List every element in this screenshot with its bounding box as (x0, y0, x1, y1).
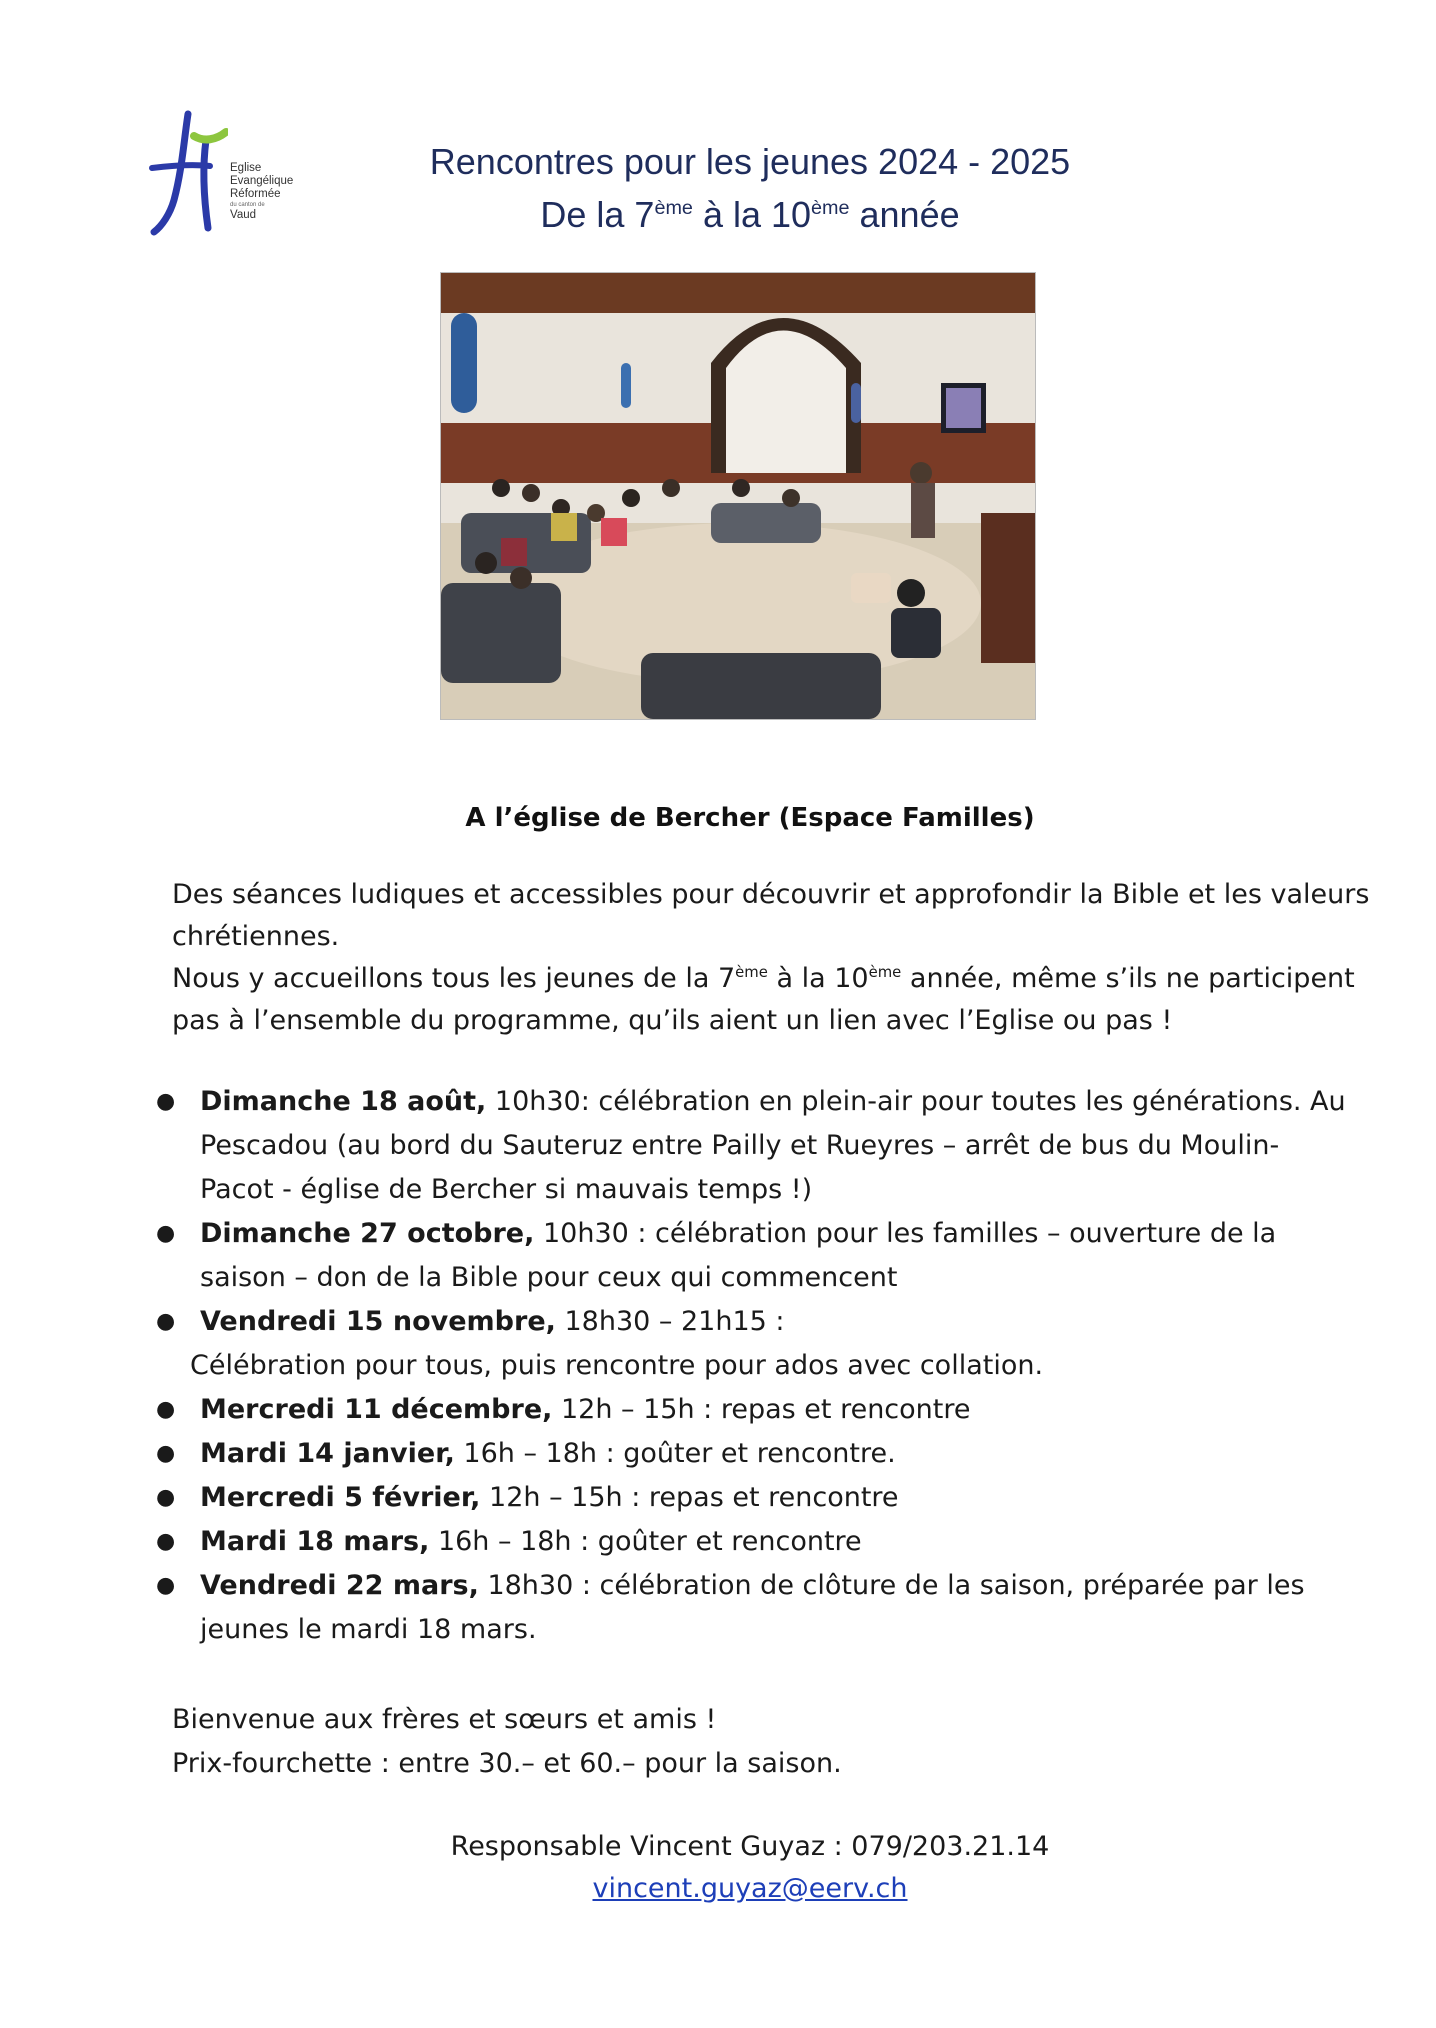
page-subtitle: De la 7ème à la 10ème année (540, 194, 960, 235)
list-item: ● Vendredi 22 mars, 18h30 : célébration de clôture de la saison, préparée par les jeunes le mardi 18 mars. (148, 1564, 1348, 1652)
chapel-photo (440, 272, 1036, 720)
list-item: ● Mercredi 5 février, 12h – 15h : repas et rencontre (148, 1476, 1348, 1520)
contact-block (300, 1826, 1200, 1910)
bullet-icon: ● (156, 1089, 176, 1114)
bullet-icon: ● (156, 1529, 176, 1554)
eerv-cross-icon (148, 110, 228, 240)
bullet-icon: ● (156, 1309, 176, 1334)
intro-text (172, 874, 1372, 1042)
page-title: Rencontres pour les jeunes 2024 - 2025 (429, 141, 1071, 182)
eerv-logo (148, 110, 318, 240)
responsible-text: Responsable Vincent Guyaz : 079/203.21.14 (450, 1831, 1050, 1862)
bullet-icon: ● (156, 1573, 176, 1598)
intro-paragraph-2: Nous y accueillons tous les jeunes de la 7ème à la 10ème année, même s’ils ne participent pas à l’ensemble du programme, qu’ils aient un lien avec l’Eglise ou pas ! (172, 963, 1355, 1036)
list-item: ● Mardi 18 mars, 16h – 18h : goûter et rencontre (148, 1520, 1348, 1564)
price-text: Prix-fourchette : entre 30.– et 60.– pour la saison. (172, 1748, 842, 1779)
list-item: ● Mercredi 11 décembre, 12h – 15h : repas et rencontre (148, 1388, 1348, 1432)
events-list (148, 1080, 1348, 1652)
email-link[interactable]: vincent.guyaz@eerv.ch (592, 1873, 908, 1904)
bullet-icon: ● (156, 1485, 176, 1510)
bullet-icon: ● (156, 1221, 176, 1246)
location-heading: A l’église de Bercher (Espace Familles) (465, 803, 1035, 833)
welcome-text: Bienvenue aux frères et sœurs et amis ! (172, 1704, 717, 1735)
bullet-icon: ● (156, 1441, 176, 1466)
list-item: ● Vendredi 15 novembre, 18h30 – 21h15 : (148, 1300, 1348, 1344)
closing-text (172, 1698, 842, 1786)
list-item: ● Dimanche 27 octobre, 10h30 : célébration pour les familles – ouverture de la saison – don de la Bible pour ceux qui commencent (148, 1212, 1348, 1300)
list-item-continuation: Célébration pour tous, puis rencontre pour ados avec collation. (190, 1350, 1044, 1381)
list-item: ● Mardi 14 janvier, 16h – 18h : goûter et rencontre. (148, 1432, 1348, 1476)
bullet-icon: ● (156, 1397, 176, 1422)
intro-paragraph-1: Des séances ludiques et accessibles pour découvrir et approfondir la Bible et les valeurs chrétiennes. (172, 879, 1370, 952)
logo-text: Eglise Evangélique Réformée du canton de Vaud (230, 162, 294, 221)
list-item: ● Dimanche 18 août, 10h30: célébration en plein-air pour toutes les générations. Au Pescadou (au bord du Sauteruz entre Pailly et Rueyres – arrêt de bus du Moulin-Pacot - église de Bercher si mauvais temps !) (148, 1080, 1348, 1212)
